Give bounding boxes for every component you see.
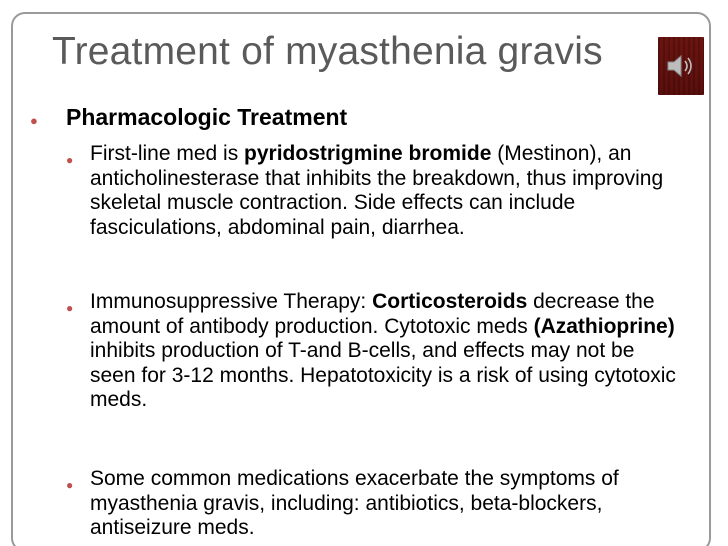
text-segment: decrease the amount of antibody production. Cytotoxic meds [90, 290, 655, 338]
sound-button[interactable] [658, 37, 704, 95]
text-segment: First-line med is [90, 142, 245, 165]
text-segment: Immunosuppressive Therapy: [90, 290, 373, 313]
slide-frame [11, 12, 711, 546]
list-item [66, 467, 676, 541]
list-item-text [90, 142, 676, 240]
bullet-icon: ● [66, 153, 74, 167]
list-item [66, 142, 676, 240]
text-segment: (Mestinon), an anticholinesterase that inhibits the breakdown, thus improving skeletal muscle contraction. Side effects can include fasciculations, abdominal pain, diarrhea. [90, 142, 664, 239]
section-heading: Pharmacologic Treatment [66, 104, 348, 130]
text-segment: Some common medications exacerbate the symptoms of myasthenia gravis, including: antibiotics, beta-blockers, antiseizure meds. [90, 467, 619, 539]
bold-term: (Azathioprine) [533, 314, 675, 338]
bold-term: pyridostrigmine bromide [244, 142, 492, 165]
text-segment: inhibits production of T-and B-cells, and effects may not be seen for 3-12 months. Hepatotoxicity is a risk of using cytotoxic meds. [90, 339, 676, 411]
bold-term: Corticosteroids [372, 290, 528, 313]
list-item-text [90, 467, 676, 541]
bullet-icon: ● [66, 478, 74, 492]
list-item [66, 290, 676, 413]
bullet-icon: ● [30, 113, 38, 128]
speaker-icon [666, 53, 696, 79]
bullet-icon: ● [66, 301, 74, 315]
list-item-text [90, 290, 676, 413]
slide-title: Treatment of myasthenia gravis [52, 30, 603, 73]
